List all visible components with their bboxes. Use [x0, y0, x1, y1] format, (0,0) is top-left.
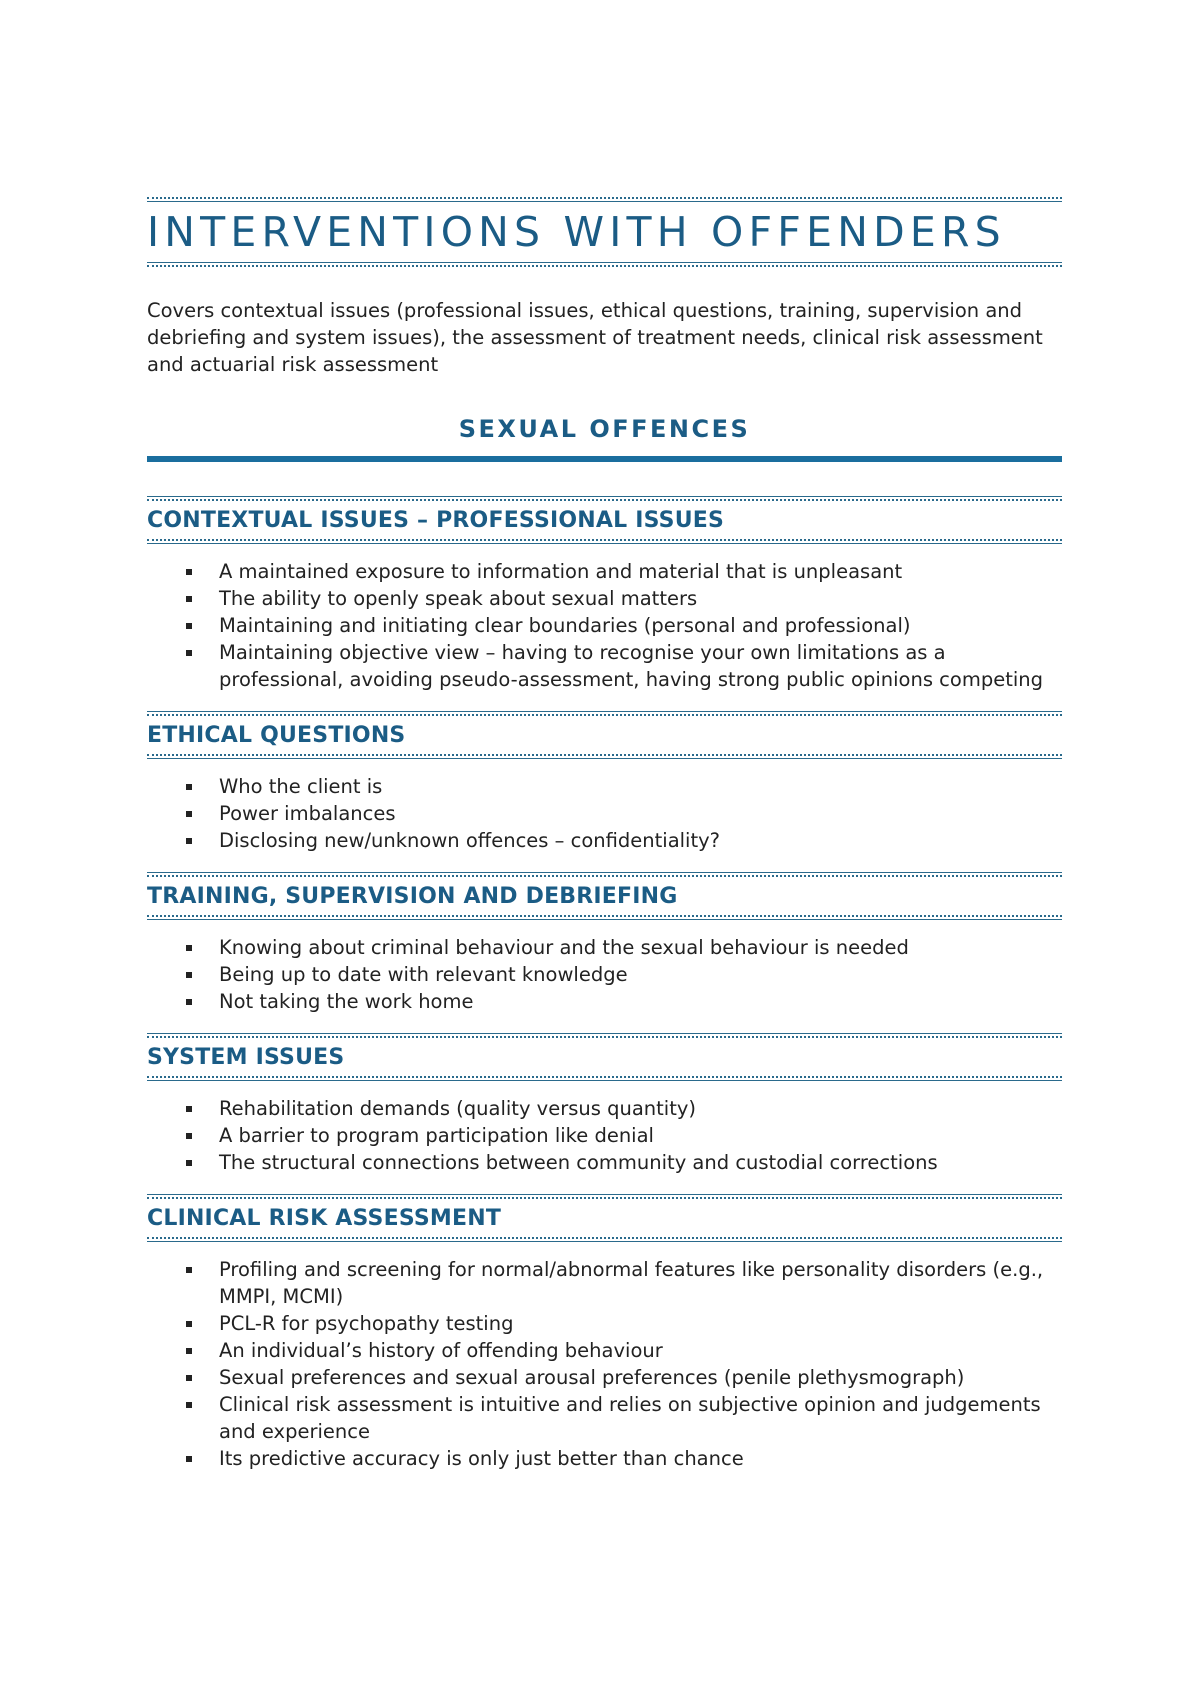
subsections-container: [147, 496, 1062, 1472]
heading-rule-top-thin: [147, 1033, 1062, 1034]
list-item-text: Power imbalances: [219, 802, 396, 825]
list-item: [219, 827, 1062, 854]
intro-paragraph: Covers contextual issues (professional issues, ethical questions, training, supervision and debriefing and system issues), the assessment of treatment needs, clinical risk assessment and actuarial risk assessment: [147, 299, 1043, 376]
square-bullet-icon: [186, 784, 192, 790]
list-item-text: The structural connections between community and custodial corrections: [219, 1151, 938, 1174]
title-rule-bottom-dotted: [147, 265, 1062, 267]
list-item: [219, 612, 1062, 639]
square-bullet-icon: [186, 596, 192, 602]
list-item-text: Its predictive accuracy is only just better than chance: [219, 1447, 744, 1470]
list-item-text: Profiling and screening for normal/abnormal features like personality disorders (e.g., MMPI, MCMI): [219, 1258, 1044, 1308]
square-bullet-icon: [186, 1106, 192, 1112]
subsection: [147, 1033, 1062, 1176]
subsection-heading: SYSTEM ISSUES: [147, 1045, 345, 1070]
document-title: INTERVENTIONS WITH OFFENDERS: [147, 208, 1006, 256]
heading-rule-top-dotted: [147, 1036, 1062, 1038]
list-item: [219, 961, 1062, 988]
list-item: [219, 1364, 1062, 1391]
square-bullet-icon: [186, 1456, 192, 1462]
list-item-text: Clinical risk assessment is intuitive and relies on subjective opinion and judgements and experience: [219, 1393, 1041, 1443]
section-title: SEXUAL OFFENCES: [458, 415, 751, 443]
list-item-text: The ability to openly speak about sexual matters: [219, 587, 698, 610]
heading-rule-bottom-thin: [147, 543, 1062, 544]
list-item-text: A barrier to program participation like denial: [219, 1124, 654, 1147]
subsection-heading: CONTEXTUAL ISSUES – PROFESSIONAL ISSUES: [147, 508, 725, 533]
list-item-text: An individual’s history of offending behaviour: [219, 1339, 663, 1362]
subsection-heading: TRAINING, SUPERVISION AND DEBRIEFING: [147, 884, 678, 909]
list-item: [219, 1095, 1062, 1122]
list-item: [219, 934, 1062, 961]
square-bullet-icon: [186, 569, 192, 575]
bullet-list: [147, 1256, 1062, 1472]
heading-rule-bottom-dotted: [147, 1237, 1062, 1239]
list-item: [219, 1391, 1062, 1445]
list-item: [219, 1310, 1062, 1337]
list-item-text: Maintaining and initiating clear boundaries (personal and professional): [219, 614, 911, 637]
section-divider-bar: [147, 456, 1062, 462]
square-bullet-icon: [186, 972, 192, 978]
subsection: [147, 496, 1062, 693]
list-item-text: A maintained exposure to information and material that is unpleasant: [219, 560, 903, 583]
heading-rule-top-dotted: [147, 714, 1062, 716]
subsection: [147, 1194, 1062, 1472]
list-item: [219, 639, 1062, 693]
bullet-list: [147, 558, 1062, 693]
square-bullet-icon: [186, 999, 192, 1005]
list-item-text: Knowing about criminal behaviour and the sexual behaviour is needed: [219, 936, 909, 959]
list-item-text: Sexual preferences and sexual arousal preferences (penile plethysmograph): [219, 1366, 965, 1389]
heading-rule-top-thin: [147, 496, 1062, 497]
heading-rule-top-dotted: [147, 499, 1062, 501]
list-item: [219, 1445, 1062, 1472]
list-item-text: Being up to date with relevant knowledge: [219, 963, 628, 986]
heading-rule-top-thin: [147, 1194, 1062, 1195]
subsection: [147, 872, 1062, 1015]
heading-rule-top-thin: [147, 872, 1062, 873]
list-item: [219, 773, 1062, 800]
subsection: [147, 711, 1062, 854]
heading-rule-top-thin: [147, 711, 1062, 712]
document-page: [147, 195, 1062, 1490]
square-bullet-icon: [186, 1160, 192, 1166]
square-bullet-icon: [186, 1267, 192, 1273]
list-item: [219, 1149, 1062, 1176]
list-item: [219, 1256, 1062, 1310]
heading-rule-bottom-thin: [147, 1080, 1062, 1081]
title-rule-top-thin: [147, 201, 1062, 202]
heading-rule-bottom-thin: [147, 1241, 1062, 1242]
square-bullet-icon: [186, 945, 192, 951]
list-item: [219, 585, 1062, 612]
title-rule-top-dotted: [147, 197, 1062, 199]
square-bullet-icon: [186, 838, 192, 844]
square-bullet-icon: [186, 623, 192, 629]
heading-rule-bottom-dotted: [147, 754, 1062, 756]
square-bullet-icon: [186, 1133, 192, 1139]
heading-rule-top-dotted: [147, 1197, 1062, 1199]
list-item: [219, 1122, 1062, 1149]
heading-rule-top-dotted: [147, 875, 1062, 877]
bullet-list: [147, 773, 1062, 854]
subsection-heading: ETHICAL QUESTIONS: [147, 723, 406, 748]
square-bullet-icon: [186, 1348, 192, 1354]
heading-rule-bottom-dotted: [147, 915, 1062, 917]
list-item: [219, 800, 1062, 827]
square-bullet-icon: [186, 1375, 192, 1381]
list-item-text: Rehabilitation demands (quality versus quantity): [219, 1097, 697, 1120]
list-item-text: Not taking the work home: [219, 990, 474, 1013]
heading-rule-bottom-thin: [147, 758, 1062, 759]
list-item-text: Who the client is: [219, 775, 383, 798]
subsection-heading: CLINICAL RISK ASSESSMENT: [147, 1206, 502, 1231]
square-bullet-icon: [186, 650, 192, 656]
list-item-text: PCL-R for psychopathy testing: [219, 1312, 514, 1335]
heading-rule-bottom-dotted: [147, 539, 1062, 541]
square-bullet-icon: [186, 1402, 192, 1408]
title-rule-bottom-thin: [147, 262, 1062, 263]
square-bullet-icon: [186, 1321, 192, 1327]
list-item: [219, 1337, 1062, 1364]
list-item-text: Maintaining objective view – having to recognise your own limitations as a professional, avoiding pseudo-assessment, having strong public opinions competing: [219, 641, 1043, 691]
list-item: [219, 988, 1062, 1015]
heading-rule-bottom-thin: [147, 919, 1062, 920]
title-block: [147, 197, 1062, 267]
list-item-text: Disclosing new/unknown offences – confidentiality?: [219, 829, 721, 852]
bullet-list: [147, 1095, 1062, 1176]
heading-rule-bottom-dotted: [147, 1076, 1062, 1078]
list-item: [219, 558, 1062, 585]
square-bullet-icon: [186, 811, 192, 817]
bullet-list: [147, 934, 1062, 1015]
